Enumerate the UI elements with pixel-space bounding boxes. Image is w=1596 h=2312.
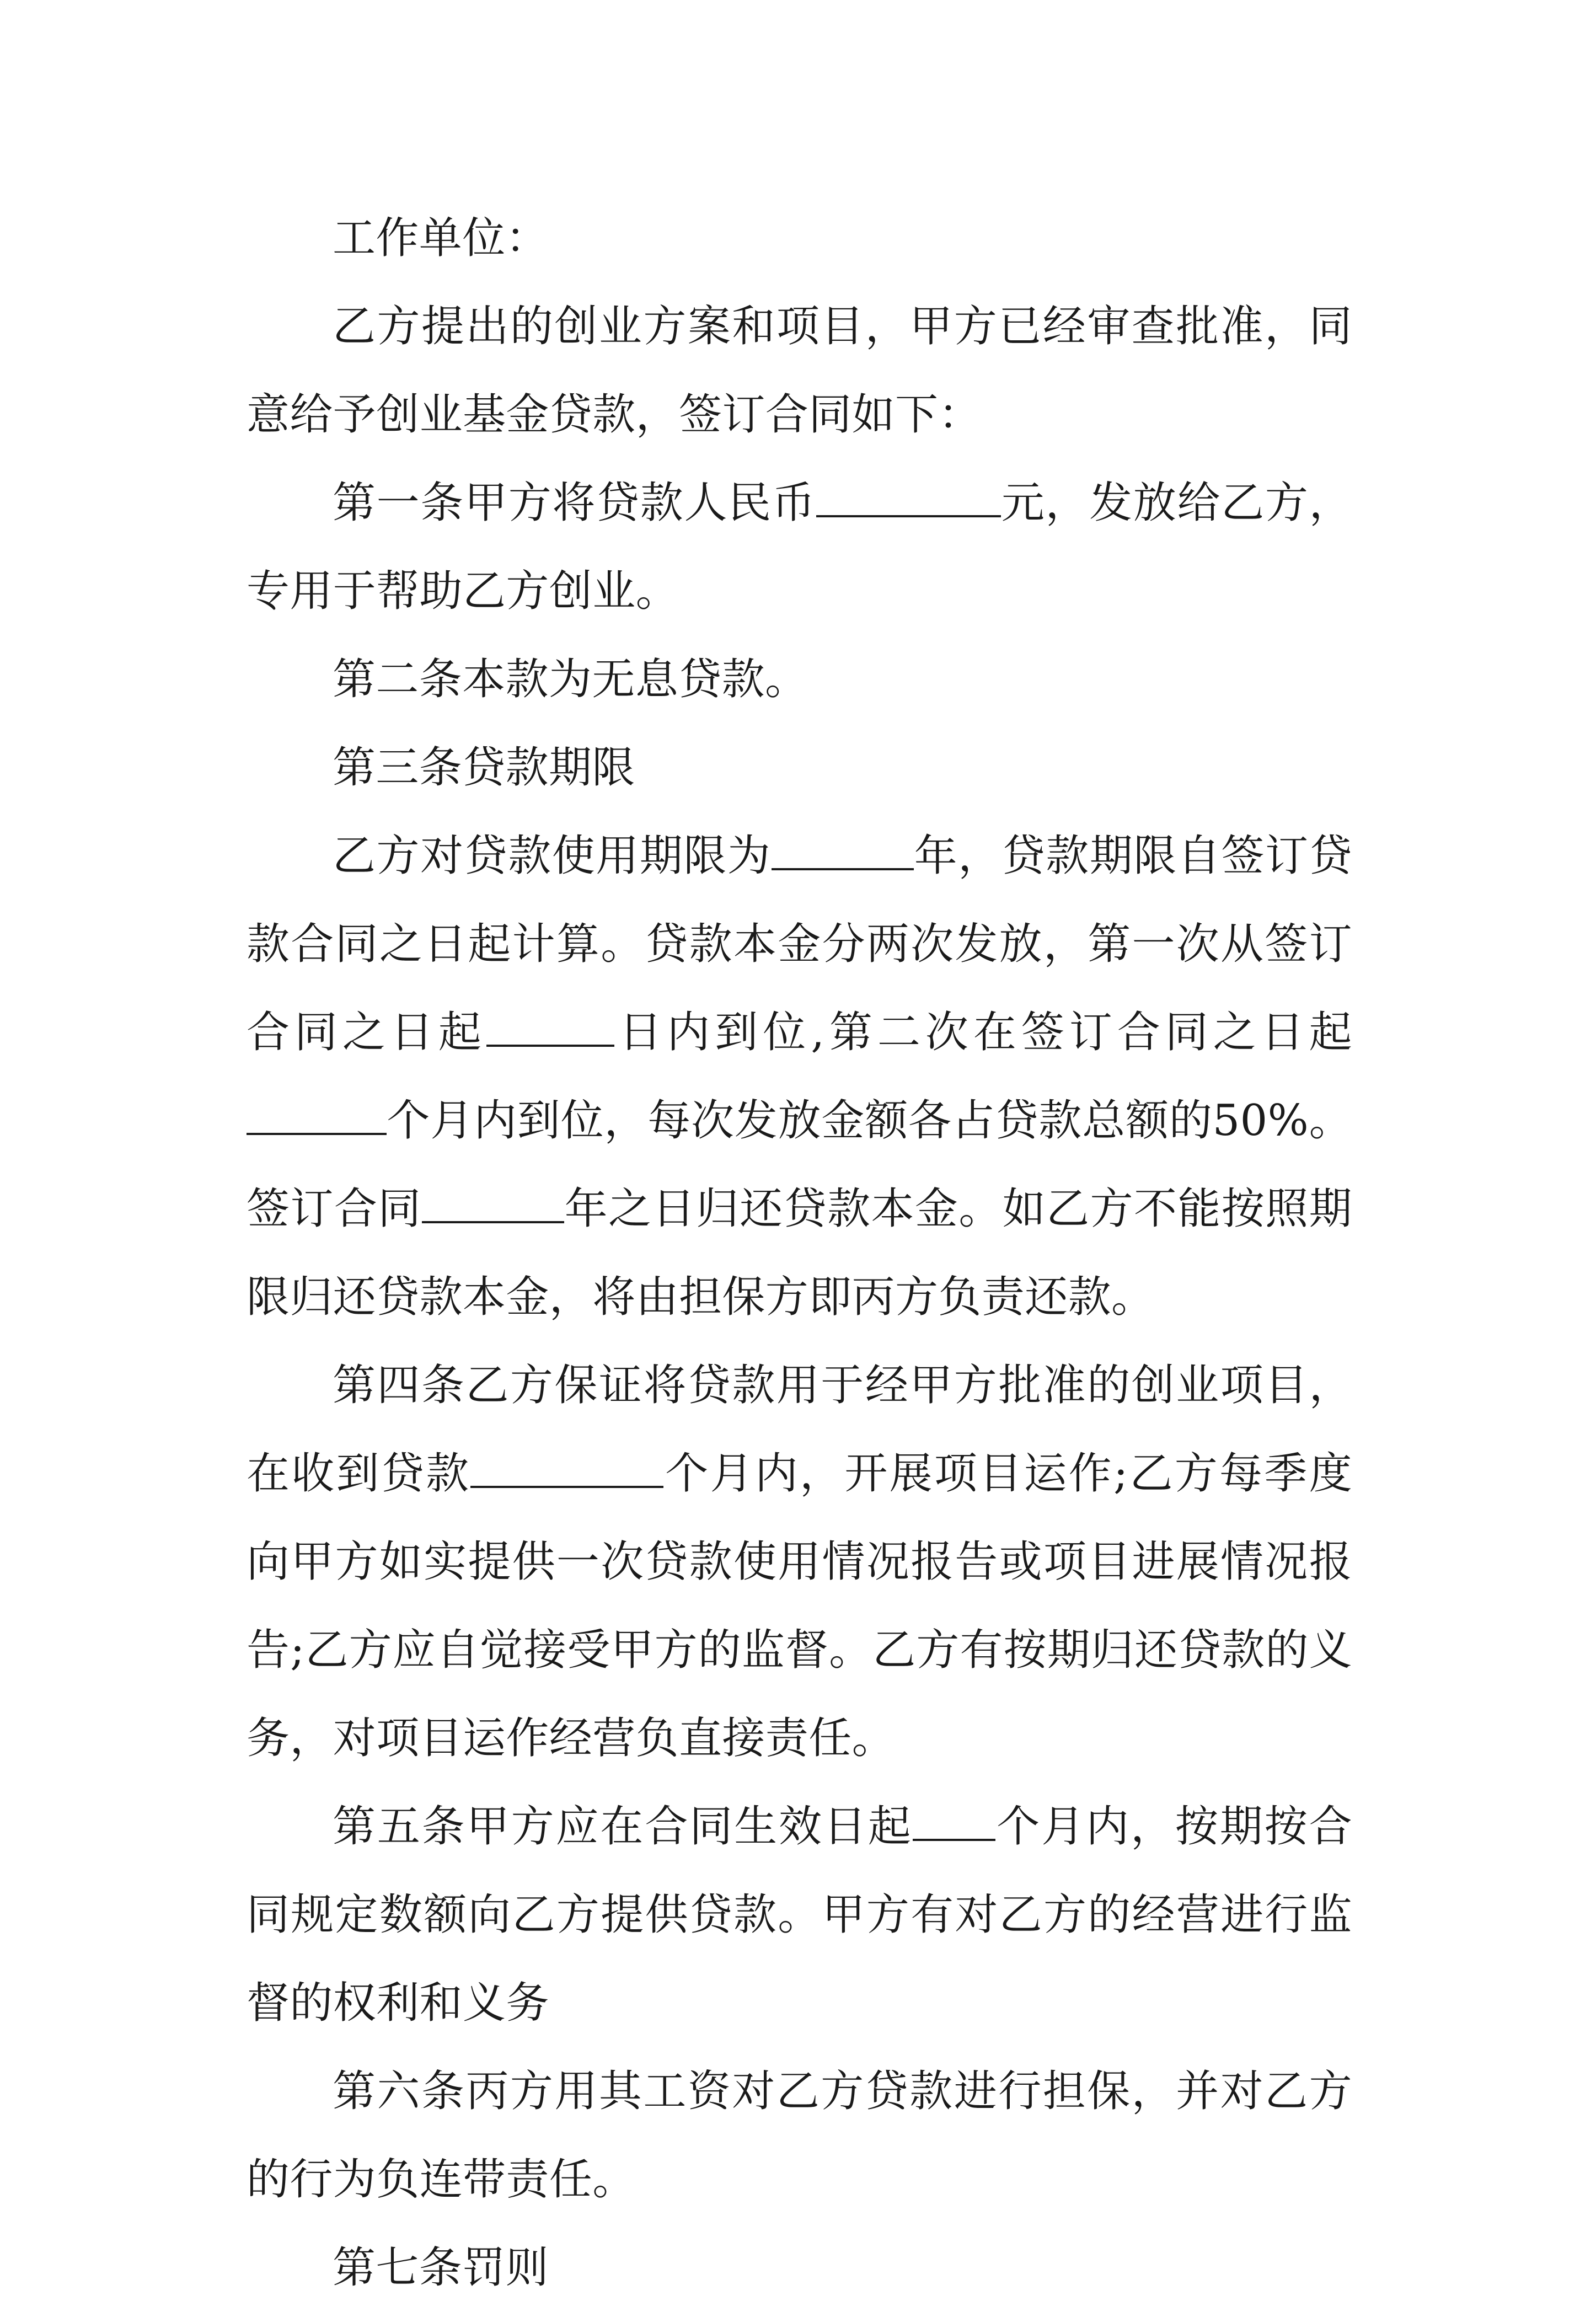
article-3-text-e: 年之日归还贷款本金。如乙方不能按照期限归还贷款本金，将由担保方即丙方负责还款。 [247,1184,1352,1322]
article-2-text: 第二条本款为无息贷款。 [333,655,808,704]
article-5-text-a: 第五条甲方应在合同生效日起 [333,1802,913,1851]
article-3-text-d: 个月内到位，每次发放金额各占贷款总额的50%。签订合同 [247,1096,1352,1234]
first-disbursement-days-blank [486,1012,614,1047]
article-3-title [247,724,1352,812]
work-unit-line [247,194,1352,282]
article-3-body [247,812,1352,1341]
document-body [247,194,1352,2312]
article-5-text-b: 个月内，按期按合同规定数额向乙方提供贷款。甲方有对乙方的经营进行监督的权利和义务 [247,1802,1353,2028]
article-6-text: 第六条丙方用其工资对乙方贷款进行担保，并对乙方的行为负连带责任。 [247,2067,1352,2204]
article-4 [247,1341,1352,1783]
article-5 [247,1783,1352,2047]
repayment-years-blank [422,1188,564,1223]
article-4-text-a: 第四条乙方保证将贷款用于经甲方批准的创业项目，在收到贷款 [247,1361,1352,1498]
article-4-text-b: 个月内，开展项目运作;乙方每季度向甲方如实提供一次贷款使用情况报告或项目进展情况报告;乙方应自觉接受甲方的监督。乙方有按期归还贷款的义务，对项目运作经营负直接责任。 [247,1449,1352,1763]
article-6 [247,2047,1352,2224]
article-3-text-c: 日内到位,第二次在签订合同之日起 [614,1008,1352,1057]
project-start-months-blank [470,1453,663,1488]
second-disbursement-months-blank [247,1100,387,1135]
loan-term-years-blank [772,835,914,870]
work-unit-label: 工作单位： [333,213,549,263]
article-7-title-text: 第七条罚则 [333,2243,549,2293]
article-1-text-b: 元，发放给乙方，专用于帮助乙方创业。 [247,478,1353,616]
provide-loan-months-blank [913,1806,995,1841]
intro-paragraph [247,282,1352,459]
intro-text: 乙方提出的创业方案和项目，甲方已经审查批准，同意给予创业基金贷款，签订合同如下： [247,302,1352,440]
article-2 [247,635,1352,724]
article-1-text-a: 第一条甲方将贷款人民币 [333,478,816,528]
article-7-title [247,2224,1352,2312]
article-1 [247,459,1352,635]
article-3-title-text: 第三条贷款期限 [333,743,635,793]
article-3-text-a: 乙方对贷款使用期限为 [333,831,772,881]
article-3-text-b: 年，贷款期限自签订贷款合同之日起计算。贷款本金分两次发放，第一次从签订合同之日起 [247,831,1352,1057]
loan-amount-blank [816,482,1001,517]
